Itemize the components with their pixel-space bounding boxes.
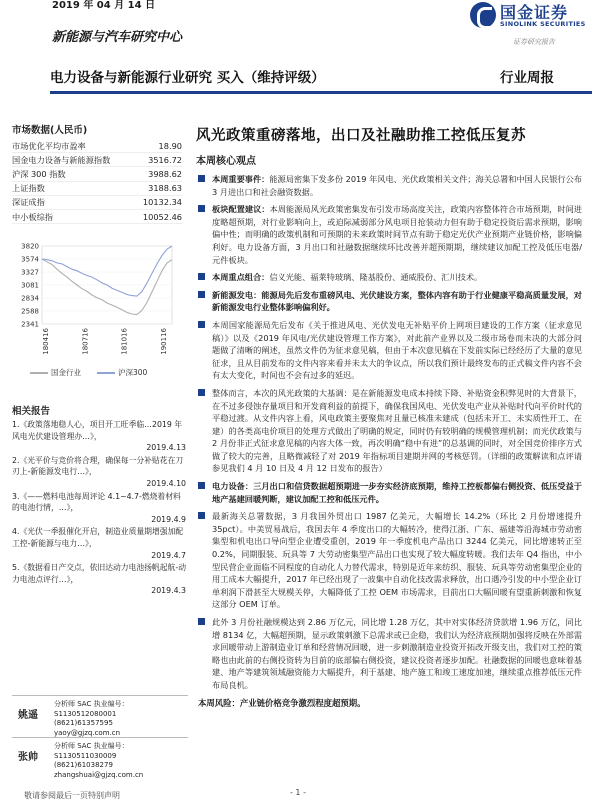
market-data-label: 上证指数 (12, 181, 134, 195)
square-bullet-icon (198, 291, 205, 298)
report-date: 2019 年 04 月 14 日 (52, 0, 156, 11)
chart-x-tick-label: 190116 (160, 328, 168, 355)
paragraph-new-energy (196, 289, 582, 314)
chart-y-tick-label: 2834 (21, 294, 39, 303)
chart-y-tick-label: 3820 (21, 242, 39, 251)
social-financing-text: 此外 3 月份社融规模达到 2.86 万亿元，同比增 1.28 万亿，其中对实体经济贷款增 1.96 万亿，同比增 8134 亿，大幅超预期，显示政策刺激下总需求或已企稳，我们认为经济底预期加强将反映在外部需求回暖带动上游制造业订单和经营情况回暖，进一步刺激制造业投资开拓改开级支出，我们对工控的策略也由此前的右侧投资转为目前的底部偏右侧投资，建议投资者逐步加配。社融数据的回暖也意味着基建、地产等建筑领域融资能力大幅提升，利于基建、地产施工和竣工速度加速，继续重点推荐低压元件布局良机。 (212, 617, 582, 690)
paragraph-events (196, 173, 582, 198)
paragraph-export-data (196, 510, 582, 611)
market-data-value: 3516.72 (134, 153, 182, 167)
logo-en-text: SINOLINK SECURITIES (500, 20, 586, 28)
legend-item-hs300: 沪深300 (97, 367, 147, 378)
square-bullet-icon (198, 205, 205, 212)
square-bullet-icon (198, 321, 205, 328)
analyst-block (12, 695, 188, 737)
logo-mark-icon (470, 2, 496, 28)
analyst-contact (54, 700, 188, 738)
index-chart-svg (12, 240, 186, 372)
analyst-contact (54, 742, 188, 780)
page-number: - 1 - (290, 788, 306, 797)
portfolio-label: 本周重点组合： (212, 272, 270, 283)
related-report-date: 2019.4.3 (151, 586, 186, 596)
main-content (196, 124, 582, 709)
square-bullet-icon (198, 482, 205, 489)
chart-y-tick-label: 3327 (21, 268, 39, 277)
analyst-name: 张帅 (18, 752, 38, 763)
research-center: 新能源与汽车研究中心 (52, 30, 183, 45)
chart-y-tick-label: 2341 (21, 320, 39, 329)
market-data-label: 国金电力设备与新能源指数 (12, 153, 134, 167)
new-energy-text: 新能源发电：能源局先后发布重磅风电、光伏建设方案，整体内容有助于行业健康平稳高质量发展，对新能源发电行业整体影响偏利好。 (212, 289, 582, 313)
analyst-name: 姚遥 (18, 710, 38, 721)
related-report-text: 2.《光平价与竞价将合理，确保每一分补贴花在刀刃上-新能源发电行…》， (12, 455, 184, 477)
events-label: 本周重要事件： (212, 174, 270, 184)
sinolink-logo (470, 0, 590, 32)
square-bullet-icon (198, 618, 205, 625)
paragraph-power-equipment (196, 480, 582, 505)
related-report-item[interactable] (12, 455, 186, 490)
related-reports-title: 相关报告 (12, 406, 51, 417)
market-data-value: 18.90 (134, 139, 182, 153)
related-report-item[interactable] (12, 491, 186, 526)
chart-y-tick-label: 3574 (21, 255, 39, 264)
paragraph-portfolio (196, 271, 582, 284)
logo-cn-text: 国金证券 (500, 3, 569, 22)
market-data-value: 10052.46 (134, 209, 182, 223)
market-data-label: 市场优化平均市盈率 (12, 139, 134, 153)
market-data-row (12, 181, 182, 195)
analyst-contact-line: 分析师 SAC 执业编号：S1130512080001 (54, 700, 129, 718)
related-report-item[interactable] (12, 562, 186, 597)
chart-x-tick-label: 180416 (42, 328, 50, 355)
market-data-row (12, 153, 182, 167)
related-report-text: 4.《光伏一季报催化开启，制造业质量期增强加配工控-新能源与电力…》， (12, 527, 184, 548)
square-bullet-icon (198, 175, 205, 182)
report-type: 行业周报 (500, 70, 554, 86)
industry-rating-title: 电力设备与新能源行业研究 买入（维持评级） (50, 70, 325, 86)
analyst-block (12, 737, 188, 779)
related-report-date: 2019.4.10 (146, 478, 186, 488)
market-data-row (12, 209, 182, 223)
square-bullet-icon (198, 512, 205, 519)
related-report-item[interactable] (12, 419, 186, 454)
market-data-row (12, 139, 182, 153)
market-data-panel (12, 122, 186, 224)
analyst-contact-line: (8621)61038279 (54, 761, 113, 770)
chart-series-line-industry (42, 259, 172, 315)
market-data-label: 中小板综指 (12, 209, 134, 223)
index-chart (12, 240, 186, 372)
header-divider (50, 91, 592, 94)
analyst-contact-line: (8621)61357595 (54, 719, 113, 728)
square-bullet-icon (198, 389, 205, 396)
chart-y-tick-label: 3081 (21, 281, 39, 290)
related-report-date: 2019.4.7 (151, 550, 186, 560)
portfolio-text: 信义光能、福莱特玻璃、隆基股份、通威股份、汇川技术。 (269, 272, 483, 283)
disclaimer-note: 敬请参阅最后一页特别声明 (24, 791, 120, 800)
analyst-section (12, 695, 188, 779)
related-report-date: 2019.4.13 (146, 443, 186, 453)
core-view-title: 本周核心观点 (196, 156, 256, 167)
market-data-value: 3188.63 (134, 181, 182, 195)
paragraph-allocation (196, 203, 582, 266)
chart-x-tick-label: 180716 (81, 328, 90, 355)
market-data-row (12, 167, 182, 181)
legend-item-industry: 国金行业 (30, 367, 81, 378)
chart-x-tick-label: 181016 (120, 328, 129, 355)
chart-legend (30, 367, 147, 378)
policy-summary-text: 整体而言，本次的风光政策的大基调：是在新能源发电成本持续下降、补贴资金积弊见时的大背景下，在不过多侵蚀存量项目和开发商利益的前提下，确保我国风电、光伏发电产业从补贴时代向平价时代的平稳过渡。从文件内容上看，风电政策主要聚焦对且量已核准未建成（包括未开工、未实质性开工、在建）的各类高电价项目的处理方式做出了明确的规定，同时仍有较明确的规模管理机制；而光伏政策与 2 月份非正式征求意见稿的内容大体一致，再次明确“稳中有进”的总基调的同时，对全国竞价排序方式做了较大的完善，且略微减轻了对 2019 年指标项目建期并网的考核惩罚。（详细的政策解读和点评请参见我们 4 月 10 日及 4 月 12 日发布的报告） (212, 387, 582, 474)
related-report-text: 3.《——燃料电池每周评论 4.1~4.7-燃烧着材料的电池行情，…》， (12, 491, 181, 513)
market-data-label: 深证成指 (12, 195, 134, 209)
related-report-text: 1.《政策落地稳人心，项目开工旺季临…2019 年风电光伏建设管理办…》， (12, 420, 183, 441)
events-text: 能源局密集下发多份 2019 年风电、光伏政策相关文件；海关总署和中国人民银行公布 3 月进出口和社会融资数据。 (212, 174, 582, 197)
paragraph-policy-summary (196, 387, 582, 475)
paragraph-policy-detail (196, 319, 582, 382)
market-data-value: 10132.34 (134, 195, 182, 209)
chart-y-tick-label: 2588 (21, 307, 39, 316)
market-data-label: 沪深 300 指数 (12, 167, 134, 181)
market-data-title: 市场数据(人民币) (12, 125, 88, 136)
report-title: 风光政策重磅落地，出口及社融助推工控低压复苏 (196, 128, 526, 144)
square-bullet-icon (198, 273, 205, 280)
analyst-email[interactable]: yaoy@gjzq.com.cn (54, 728, 121, 737)
analyst-email[interactable]: zhangshuai@gjzq.com.cn (54, 770, 144, 779)
related-report-item[interactable] (12, 526, 186, 561)
allocation-text: 本周能源局风光政策密集发布引发市场高度关注，政策内容整体符合市场预期，时间进度略超预期，对行业影响向上，或迫际减弱部分风电项目抢装动力但有助于稳定投资后需求预期，影响偏中性；而明确的政策机制和可预期的未来政策时间节点有助于稳定光伏产业预期产业链价格，影响偏利好。电力设备方面，3 月出口和社融数据继续环比改善并超预期期，继续建议加配工控及低压电器/元件板块。 (212, 204, 582, 265)
paragraph-social-financing (196, 616, 582, 692)
power-equipment-text: 电力设备：三月出口和信贷数据超预期进一步夯实经济底预期，维持工控板都偏右侧投资、低压受益于地产基建回暖判断，建议加配工控和低压元件。 (212, 481, 582, 504)
export-data-text: 最新海关总署数据，3 月我国外贸出口 1987 亿美元，大幅增长 14.2%（环比 2 月份增速提升 35pct）。中美贸易战后，我国去年 4 季度出口的大幅转冷，使得江浙、广东、福建等沿海城市劳动密集型和机电出口导向型企业遭受重创，2019 年一季度机电产品出口 3244 亿美元，同比增速转正至 0.2%，同期服装、玩具等 7 大劳动密集型产品出口也实现了较大幅度转暖。我们去年 Q4 指出，中小型民营企业面临不同程度的自动化人力替代需求，特别是近年来纺织、服装、玩具等劳动密集型企业的用工成本大幅提升，2017 年已经出现了一波集中自动化技改需求释放，出口遇冷引发的中小型企业订单利润下滑甚至大规模关停，大幅降低了工控 OEM 市场需求，目前出口大幅回暖有望重新刺激和恢复这部分 OEM 订单。 (212, 511, 582, 610)
policy-detail-text: 本周国家能源局先后发布《关于推进风电、光伏发电无补贴平价上网项目建设的工作方案（征求意见稿）》以及《2019 年风电/光伏建设管理工作方案》，对此前产业界以及二级市场卷而未决的大部分问题做了清晰的阐述，虽然文件仍为征求意见稿，但由于本次意见稿在下发前实际已经经历了大量的意见征求，且从目前发布的文件内容来看并未太大的争议点，所以我们预计最终发布的正式稿文件内容不会有太大变化，时间也不会有过多的延迟。 (212, 319, 582, 381)
chart-series-line-hs300 (42, 246, 172, 296)
related-report-date: 2019.4.9 (151, 514, 186, 524)
allocation-label: 板块配置建议： (212, 204, 270, 215)
market-data-row (12, 195, 182, 209)
market-data-table (12, 139, 182, 224)
logo-subtitle: 证券研究报告 (513, 38, 555, 46)
related-reports-list (12, 419, 186, 598)
analyst-contact-line: 分析师 SAC 执业编号：S1130511030009 (54, 742, 129, 760)
market-data-value: 3988.62 (134, 167, 182, 181)
risk-line: 本周风险：产业链价格竞争激烈程度超预期。 (198, 697, 366, 708)
related-report-text: 5.《数据看日产交点，依旧达动力电池扬帆起航-动力电池点评行…》， (12, 563, 186, 584)
